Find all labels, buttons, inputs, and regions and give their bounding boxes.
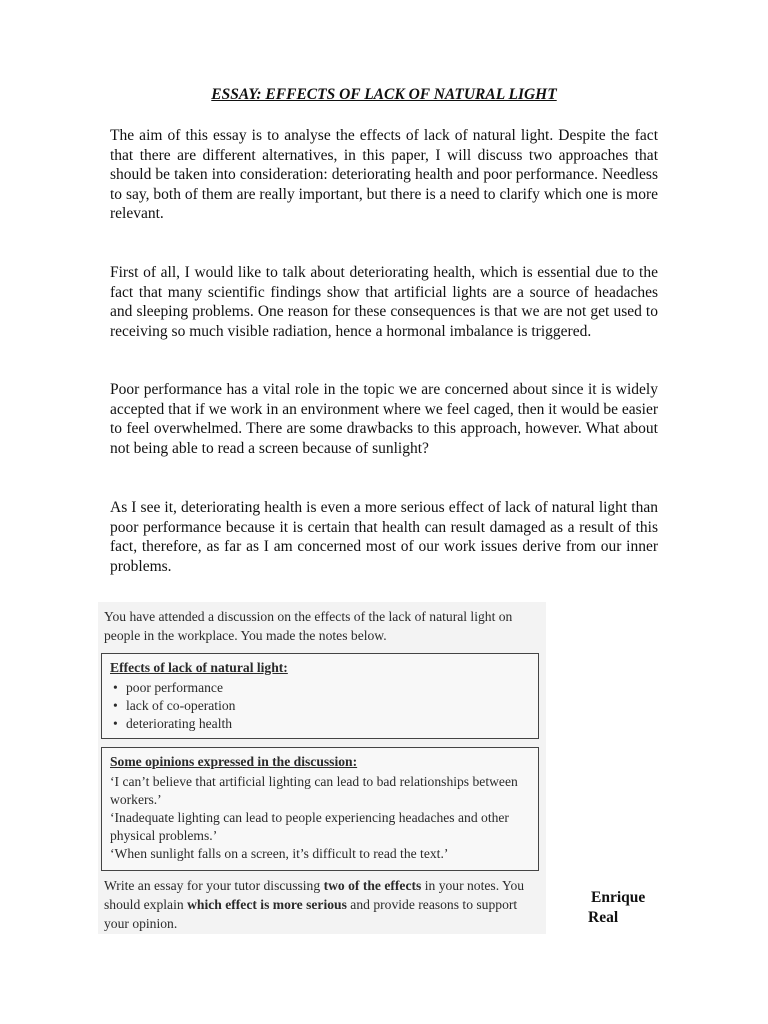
instruction-bold-2: which effect is more serious (187, 897, 347, 912)
effect-item: • deteriorating health (126, 715, 532, 733)
opinion-item: ‘When sunlight falls on a screen, it’s difficult to read the text.’ (110, 846, 449, 861)
author-last-name: Real (588, 909, 619, 926)
instruction-text-2: in your notes. You should explain (104, 878, 525, 912)
instruction-text-3: and provide reasons to support your opinion. (104, 897, 518, 931)
task-instruction (104, 876, 540, 933)
essay-paragraph-3: Poor performance has a vital role in the topic we are concerned about since it is widely accepted that if we work in an environment where we feel caged, then it would be easier to feel overwhelmed. There are some drawbacks to this approach, however. What about not being able to read a screen because of sunlight? (110, 381, 658, 457)
effect-item: • poor performance (126, 679, 532, 697)
effects-heading: Effects of lack of natural light: (110, 660, 288, 675)
author-first-name: Enrique (591, 889, 646, 906)
effects-notes-box (101, 653, 539, 739)
instruction-text-1: Write an essay for your tutor discussing (104, 878, 324, 893)
opinions-heading: Some opinions expressed in the discussion: (110, 754, 358, 769)
opinion-item: ‘I can’t believe that artificial lighting can lead to bad relationships between workers.’ (110, 774, 518, 807)
effects-list (110, 679, 532, 733)
opinions-box (101, 747, 539, 871)
task-card-image (98, 602, 546, 934)
essay-paragraph-1: The aim of this essay is to analyse the effects of lack of natural light. Despite the fact that there are different alternatives, in this paper, I will discuss two approaches that should be taken into consideration: deteriorating health and poor performance. Needless to say, both of them are really important, but there is a need to clarify which one is more relevant. (110, 127, 658, 223)
task-intro: You have attended a discussion on the effects of the lack of natural light on people in the workplace. You made the notes below. (104, 609, 513, 643)
opinion-item: ‘Inadequate lighting can lead to people experiencing headaches and other physical problems.’ (110, 810, 509, 843)
essay-paragraph-2: First of all, I would like to talk about deteriorating health, which is essential due to the fact that many scientific findings show that artificial lights are a source of headaches and sleeping problems. One reason for these consequences is that we are not get used to receiving so much visible radiation, hence a hormonal imbalance is triggered. (110, 264, 658, 340)
author-signature (588, 888, 645, 928)
essay-paragraph-4: As I see it, deteriorating health is even a more serious effect of lack of natural light than poor performance because it is certain that health can result damaged as a result of this fact, therefore, as far as I am concerned most of our work issues derive from our inner problems. (110, 499, 658, 575)
essay-title: ESSAY: EFFECTS OF LACK OF NATURAL LIGHT (211, 86, 557, 103)
effect-item: • lack of co-operation (126, 697, 532, 715)
instruction-bold-1: two of the effects (323, 878, 422, 893)
